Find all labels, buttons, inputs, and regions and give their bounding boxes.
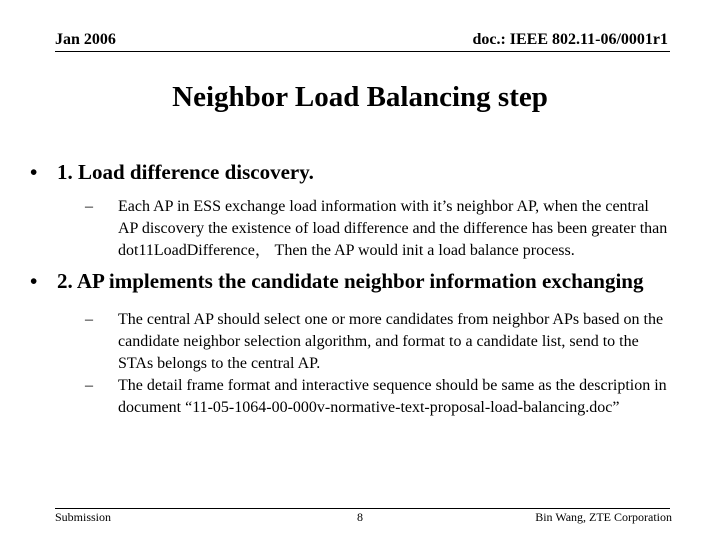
sub-bullet-2-2 bbox=[85, 375, 670, 419]
dash-marker: – bbox=[85, 198, 93, 215]
bullet-text: 2. AP implements the candidate neighbor information exchanging bbox=[57, 269, 644, 293]
header-divider bbox=[55, 51, 670, 52]
sub-bullet-text: The central AP should select one or more candidates from neighbor APs based on the candidate neighbor selection algorithm, and format to a candidate list, send to the STAs belongs to the central AP. bbox=[118, 311, 664, 372]
header-date: Jan 2006 bbox=[55, 31, 116, 48]
bullet-marker: • bbox=[30, 160, 38, 184]
slide-body bbox=[30, 160, 670, 419]
sub-bullet-text: The detail frame format and interactive sequence should be same as the description in document “11-05-1064-00-000v-normative-text-proposal-load-balancing.doc” bbox=[118, 377, 667, 416]
bullet-text: 1. Load difference discovery. bbox=[57, 160, 314, 184]
header-doc-id: doc.: IEEE 802.11-06/0001r1 bbox=[472, 31, 668, 48]
sub-bullet-text: Each AP in ESS exchange load information with it’s neighbor AP, when the central AP discovery the existence of load difference and the difference has been greater than dot11LoadDifference， Then the AP would init a load balance process. bbox=[118, 198, 668, 259]
footer-author: Bin Wang, ZTE Corporation bbox=[535, 510, 672, 524]
bullet-2 bbox=[30, 269, 670, 294]
sub-bullet-2-1 bbox=[85, 309, 670, 375]
footer-submission: Submission bbox=[55, 510, 112, 524]
dash-marker: – bbox=[85, 311, 93, 328]
bullet-1 bbox=[30, 160, 670, 185]
footer-page-number: 8 bbox=[357, 510, 363, 524]
slide-title: Neighbor Load Balancing step bbox=[172, 81, 548, 113]
dash-marker: – bbox=[85, 377, 93, 394]
footer-divider bbox=[55, 508, 670, 509]
sub-bullet-1-1 bbox=[85, 196, 670, 262]
bullet-marker: • bbox=[30, 269, 38, 293]
